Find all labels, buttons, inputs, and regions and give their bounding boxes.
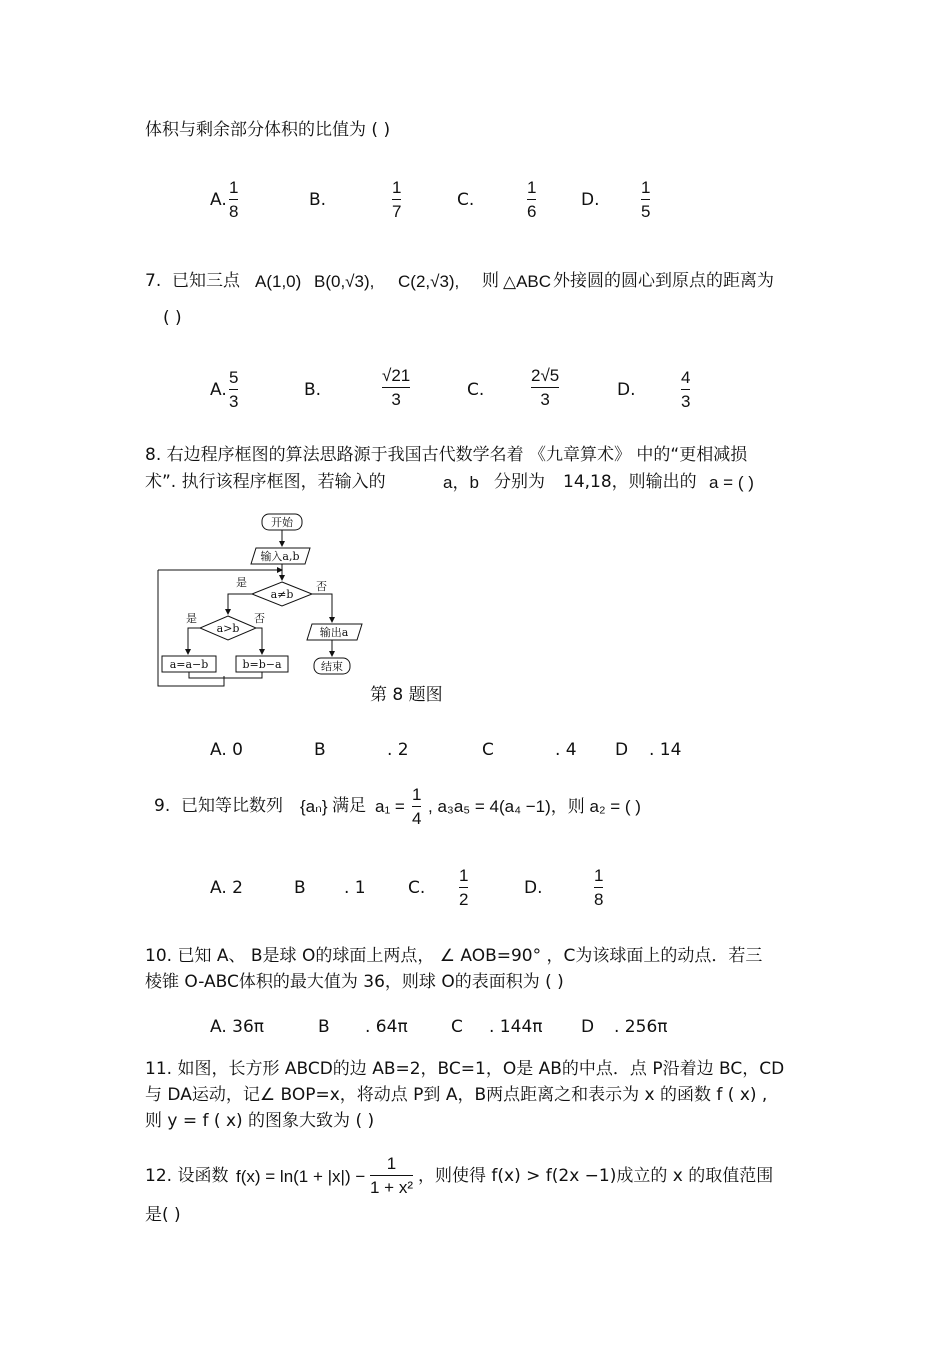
q7-text-c: 外接圆的圆心到原点的距离为: [553, 271, 774, 291]
numerator: 1: [594, 866, 604, 885]
q10-line2: 棱锥 O-ABC体积的最大值为 36，则球 O的表面积为 ( ): [145, 972, 564, 992]
numerator: 1: [527, 178, 537, 197]
denominator: 5: [641, 202, 651, 221]
q9-sequence: {aₙ}: [300, 797, 328, 816]
q9-option-c-fraction: [459, 867, 468, 908]
denominator: 8: [229, 202, 239, 221]
q9-option-b-value: . 1: [344, 878, 366, 898]
q9-number: 9.: [154, 796, 171, 816]
q8-option-b-label: B: [314, 740, 326, 760]
q9-text-a: 已知等比数列: [181, 796, 283, 816]
denominator: 8: [594, 890, 604, 909]
q8-line2-d: 14,18，则输出的: [563, 472, 697, 492]
denominator: 3: [391, 390, 401, 409]
q6-option-b-fraction: [392, 179, 401, 220]
flow-no1: 否: [316, 580, 327, 593]
q7-option-c-label: C.: [467, 380, 485, 400]
denominator: 3: [540, 390, 550, 409]
flow-end-text: 结束: [321, 660, 343, 673]
numerator: 1: [412, 785, 422, 804]
q8-line2-b: a，b: [443, 473, 479, 492]
numerator: 1: [459, 866, 469, 885]
denominator: 3: [681, 392, 691, 411]
q9-option-b-label: B: [294, 878, 306, 898]
q7-option-a-label: A.: [210, 380, 227, 400]
q7-triangle: △ABC: [503, 272, 552, 291]
numerator: 4: [681, 368, 691, 387]
q8-option-d-label: D: [615, 740, 629, 760]
q9-condition: , a₃a₅ = 4(a₄ −1)，则 a₂ = ( ): [428, 797, 641, 816]
q9-fraction: [412, 786, 421, 827]
flow-yes1: 是: [236, 576, 247, 589]
q10-option-b-value: . 64π: [365, 1017, 408, 1037]
flow-assign2-text: b=b−a: [242, 658, 282, 671]
q8-option-b-value: . 2: [387, 740, 409, 760]
q7-option-b-label: B.: [304, 380, 322, 400]
q9-text-b: 满足: [332, 796, 366, 816]
q10-option-c-value: . 144π: [489, 1017, 543, 1037]
q6-option-d-fraction: [641, 179, 650, 220]
q9-option-d-fraction: [594, 867, 603, 908]
denominator: 1 + x²: [370, 1178, 413, 1197]
q7-option-b-fraction: [382, 367, 410, 408]
denominator: 7: [392, 202, 402, 221]
denominator: 3: [229, 392, 239, 411]
q7-paren: ( ): [163, 308, 182, 328]
q12-line2: 是( ): [145, 1205, 181, 1225]
numerator: √21: [382, 366, 411, 385]
q6-option-c-label: C.: [457, 190, 475, 210]
denominator: 2: [459, 890, 469, 909]
numerator: 1: [641, 178, 651, 197]
q7-option-a-fraction: [229, 369, 238, 410]
q10-option-b-label: B: [318, 1017, 330, 1037]
q7-text-a: 已知三点: [172, 271, 240, 291]
numerator: 1: [229, 178, 239, 197]
q10-option-d-label: D: [581, 1017, 595, 1037]
numerator: 5: [229, 368, 239, 387]
q9-option-c-label: C.: [408, 878, 426, 898]
q7-point-a: A(1,0): [255, 272, 302, 291]
flow-assign1-text: a=a−b: [169, 658, 209, 671]
q9-option-a: A. 2: [210, 878, 243, 898]
flow-yes2: 是: [186, 612, 197, 625]
q7-number: 7.: [145, 271, 162, 291]
q8-flowchart: [150, 508, 365, 690]
q7-text-b: 则: [482, 271, 499, 291]
q11-line2: 与 DA运动，记∠ BOP=x，将动点 P到 A，B两点距离之和表示为 x 的函数 f ( x) ,: [145, 1085, 768, 1105]
numerator: 1: [392, 178, 402, 197]
flow-cond2-text: a>b: [216, 622, 240, 635]
flow-input-text: 输入a,b: [260, 550, 300, 563]
q12-function: f(x) = ln(1 + |x|) −: [236, 1167, 366, 1186]
q10-option-d-value: . 256π: [614, 1017, 668, 1037]
numerator: 2√5: [531, 366, 560, 385]
q6-option-a-label: A.: [210, 190, 227, 210]
q8-line2-a: 术”. 执行该程序框图，若输入的: [145, 472, 386, 492]
q8-option-d-value: . 14: [649, 740, 682, 760]
q7-point-b: B(0,√3),: [314, 272, 375, 291]
flow-output-text: 输出a: [319, 626, 349, 639]
denominator: 4: [412, 809, 422, 828]
flow-cond1-text: a≠b: [270, 588, 294, 601]
q8-option-a: A. 0: [210, 740, 243, 760]
q12-text-b: ，则使得 f(x) > f(2x −1)成立的 x 的取值范围: [418, 1166, 774, 1186]
q8-option-c-value: . 4: [555, 740, 577, 760]
q7-option-d-label: D.: [617, 380, 636, 400]
q9-option-d-label: D.: [524, 878, 543, 898]
q8-line2-e: a = ( ): [709, 473, 754, 492]
q8-line1: 8. 右边程序框图的算法思路源于我国古代数学名着 《九章算术》 中的“更相减损: [145, 445, 748, 465]
q10-line1: 10. 已知 A、 B是球 O的球面上两点， ∠ AOB=90° ，C为该球面上的动点．若三: [145, 946, 763, 966]
flow-start-text: 开始: [271, 516, 293, 529]
q6-stem: 体积与剩余部分体积的比值为 ( ): [145, 120, 391, 140]
q11-line3: 则 y = f ( x) 的图象大致为 ( ): [145, 1111, 375, 1131]
q8-option-c-label: C: [482, 740, 494, 760]
q6-option-b-label: B.: [309, 190, 327, 210]
q12-fraction: [370, 1155, 413, 1196]
q7-option-c-fraction: [531, 367, 559, 408]
q11-line1: 11. 如图，长方形 ABCD的边 AB=2，BC=1，O是 AB的中点．点 P沿着边 BC，CD: [145, 1059, 785, 1079]
numerator: 1: [386, 1154, 397, 1173]
q7-point-c: C(2,√3),: [398, 272, 460, 291]
q6-option-d-label: D.: [581, 190, 600, 210]
q8-line2-c: 分别为: [494, 472, 545, 492]
q6-option-c-fraction: [527, 179, 536, 220]
q9-a1: a₁ =: [375, 797, 405, 816]
q12-text-a: 12. 设函数: [145, 1166, 229, 1186]
q10-option-c-label: C: [451, 1017, 463, 1037]
flow-no2: 否: [254, 612, 265, 625]
denominator: 6: [527, 202, 537, 221]
q6-option-a-fraction: [229, 179, 238, 220]
q10-option-a: A. 36π: [210, 1017, 265, 1037]
q8-caption: 第 8 题图: [370, 685, 443, 705]
q7-option-d-fraction: [681, 369, 690, 410]
